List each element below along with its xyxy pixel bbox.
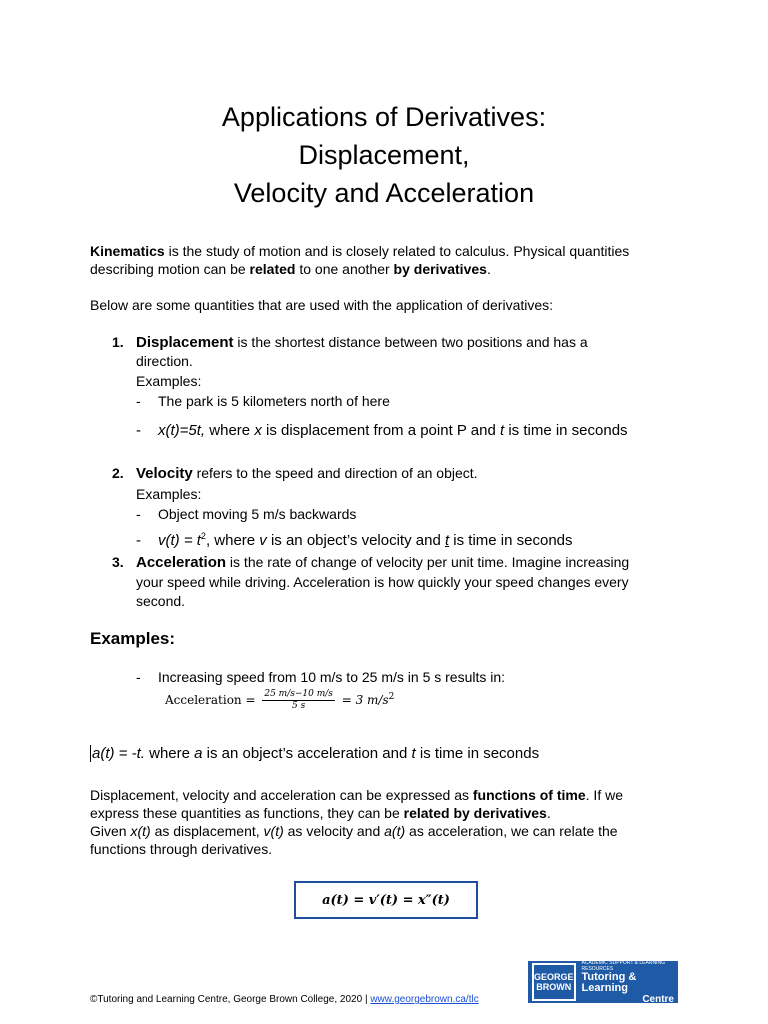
title-line-1: Applications of Derivatives:	[221, 102, 547, 132]
list-number-2: 2.	[112, 465, 124, 481]
functions-xt: x(t)	[130, 823, 151, 839]
example-park-text: The park is 5 kilometers north of here	[158, 393, 390, 409]
intro-text-3: to one another	[295, 261, 394, 277]
dash-bullet: -	[136, 422, 141, 439]
functions-text-1c: . If we	[585, 787, 624, 803]
logo-main-text: Tutoring & Learning	[581, 970, 637, 994]
xt-var-t: t	[500, 422, 505, 439]
examples-label-1: Examples:	[136, 373, 202, 389]
logo-text	[582, 960, 674, 1005]
list-number-3: 3.	[112, 554, 124, 570]
acceleration-formula	[165, 689, 394, 712]
formula-fraction	[262, 689, 335, 712]
title-line-3: Velocity and Acceleration	[233, 178, 535, 208]
example-object-text: Object moving 5 m/s backwards	[158, 506, 357, 522]
logo-mark-line-1: GEORGE	[534, 972, 574, 982]
dash-bullet: -	[136, 506, 141, 522]
intro-paragraph-2: Below are some quantities that are used with the application of derivatives:	[90, 297, 554, 313]
acceleration-text-2: your speed while driving. Acceleration is how quickly your speed changes every	[136, 574, 629, 590]
vt-formula: v(t) = t	[158, 532, 201, 549]
xt-text-1: where	[205, 422, 255, 439]
at-text-2: is an object’s acceleration and	[202, 745, 412, 762]
functions-paragraph	[90, 786, 623, 858]
acceleration-function-line	[90, 745, 539, 763]
examples-label-2: Examples:	[136, 486, 202, 502]
functions-text-3g: as acceleration, we can relate the	[405, 823, 618, 839]
list-item-acceleration	[112, 553, 629, 572]
acceleration-text-1: is the rate of change of velocity per unit time. Imagine increasing	[226, 554, 630, 570]
at-text-1: where	[144, 745, 195, 762]
dash-bullet: -	[136, 393, 141, 409]
example-speed-text: Increasing speed from 10 m/s to 25 m/s in 5 s results in:	[158, 669, 506, 685]
functions-text-1a: Displacement, velocity and acceleration can be expressed as	[90, 787, 473, 803]
intro-bold-derivatives: by derivatives	[393, 261, 487, 277]
velocity-text: refers to the speed and direction of an object.	[192, 465, 478, 481]
george-brown-logo-mark	[532, 963, 576, 1001]
examples-heading: Examples:	[90, 629, 176, 648]
functions-text-3a: Given	[90, 823, 131, 839]
list-item-displacement	[112, 333, 588, 352]
intro-bold-related: related	[249, 261, 296, 277]
at-text-3: is time in seconds	[415, 745, 540, 762]
vt-var-v: v	[259, 532, 267, 549]
formula-denominator: 5 s	[292, 701, 306, 711]
functions-at: a(t)	[384, 823, 406, 839]
vt-exponent: 2	[200, 531, 206, 541]
displacement-text-1: is the shortest distance between two positions and has a	[233, 334, 588, 350]
example-speed	[136, 668, 505, 686]
functions-text-2c: .	[546, 805, 551, 821]
example-xt	[136, 422, 628, 440]
derivative-relation-box: a(t) = v′(t) = x″(t)	[294, 881, 478, 919]
vt-text-2: is an object’s velocity and	[266, 532, 445, 549]
acceleration-text-3: second.	[136, 593, 186, 609]
formula-right: = 3 m/s	[341, 693, 389, 707]
displacement-heading: Displacement	[136, 334, 234, 351]
vt-text-3: is time in seconds	[449, 532, 573, 549]
intro-text-1: is the study of motion and is closely related to calculus. Physical quantities	[164, 243, 630, 259]
title-line-2: Displacement,	[298, 140, 470, 170]
example-object	[136, 505, 356, 523]
acceleration-heading: Acceleration	[136, 554, 227, 571]
formula-left: Acceleration =	[165, 693, 256, 707]
at-formula: a(t) = -t.	[92, 745, 145, 762]
functions-bold-derivatives: related by derivatives	[403, 805, 547, 821]
intro-text-4: .	[486, 261, 491, 277]
formula-exponent: 2	[388, 692, 395, 702]
list-number-1: 1.	[112, 334, 124, 350]
xt-var-x: x	[254, 422, 262, 439]
page-title	[0, 98, 768, 212]
intro-text-2: describing motion can be	[90, 261, 250, 277]
tlc-logo	[528, 961, 678, 1003]
logo-small-text: ACADEMIC SUPPORT & LEARNING RESOURCES	[581, 959, 665, 972]
logo-mark-line-2: BROWN	[536, 982, 572, 992]
at-var-a: a	[194, 745, 203, 762]
footer	[90, 994, 479, 1005]
functions-text-2a: express these quantities as functions, they can be	[90, 805, 404, 821]
vt-var-t: t	[444, 532, 450, 549]
footer-link[interactable]: www.georgebrown.ca/tlc	[370, 994, 479, 1005]
xt-text-2: is displacement from a point P and	[261, 422, 500, 439]
formula-numerator: 25 m/s−10 m/s	[264, 689, 333, 699]
dash-bullet: -	[136, 669, 141, 685]
list-item-velocity	[112, 464, 478, 483]
dash-bullet: -	[136, 532, 141, 549]
functions-text-3e: as velocity and	[283, 823, 385, 839]
at-var-t: t	[411, 745, 416, 762]
xt-formula: x(t)=5t,	[158, 422, 206, 439]
intro-paragraph	[90, 242, 690, 278]
xt-text-3: is time in seconds	[504, 422, 628, 439]
logo-sub-text: Centre	[642, 993, 674, 1005]
kinematics-term: Kinematics	[90, 243, 165, 259]
footer-text: ©Tutoring and Learning Centre, George Brown College, 2020 |	[90, 994, 371, 1005]
functions-text-4: functions through derivatives.	[90, 841, 273, 857]
functions-vt: v(t)	[263, 823, 284, 839]
example-vt	[136, 527, 573, 550]
functions-bold-time: functions of time	[472, 787, 586, 803]
displacement-text-2: direction.	[136, 353, 193, 369]
vt-text-1: , where	[205, 532, 260, 549]
velocity-heading: Velocity	[136, 465, 193, 482]
functions-text-3c: as displacement,	[150, 823, 264, 839]
example-park	[136, 392, 390, 410]
